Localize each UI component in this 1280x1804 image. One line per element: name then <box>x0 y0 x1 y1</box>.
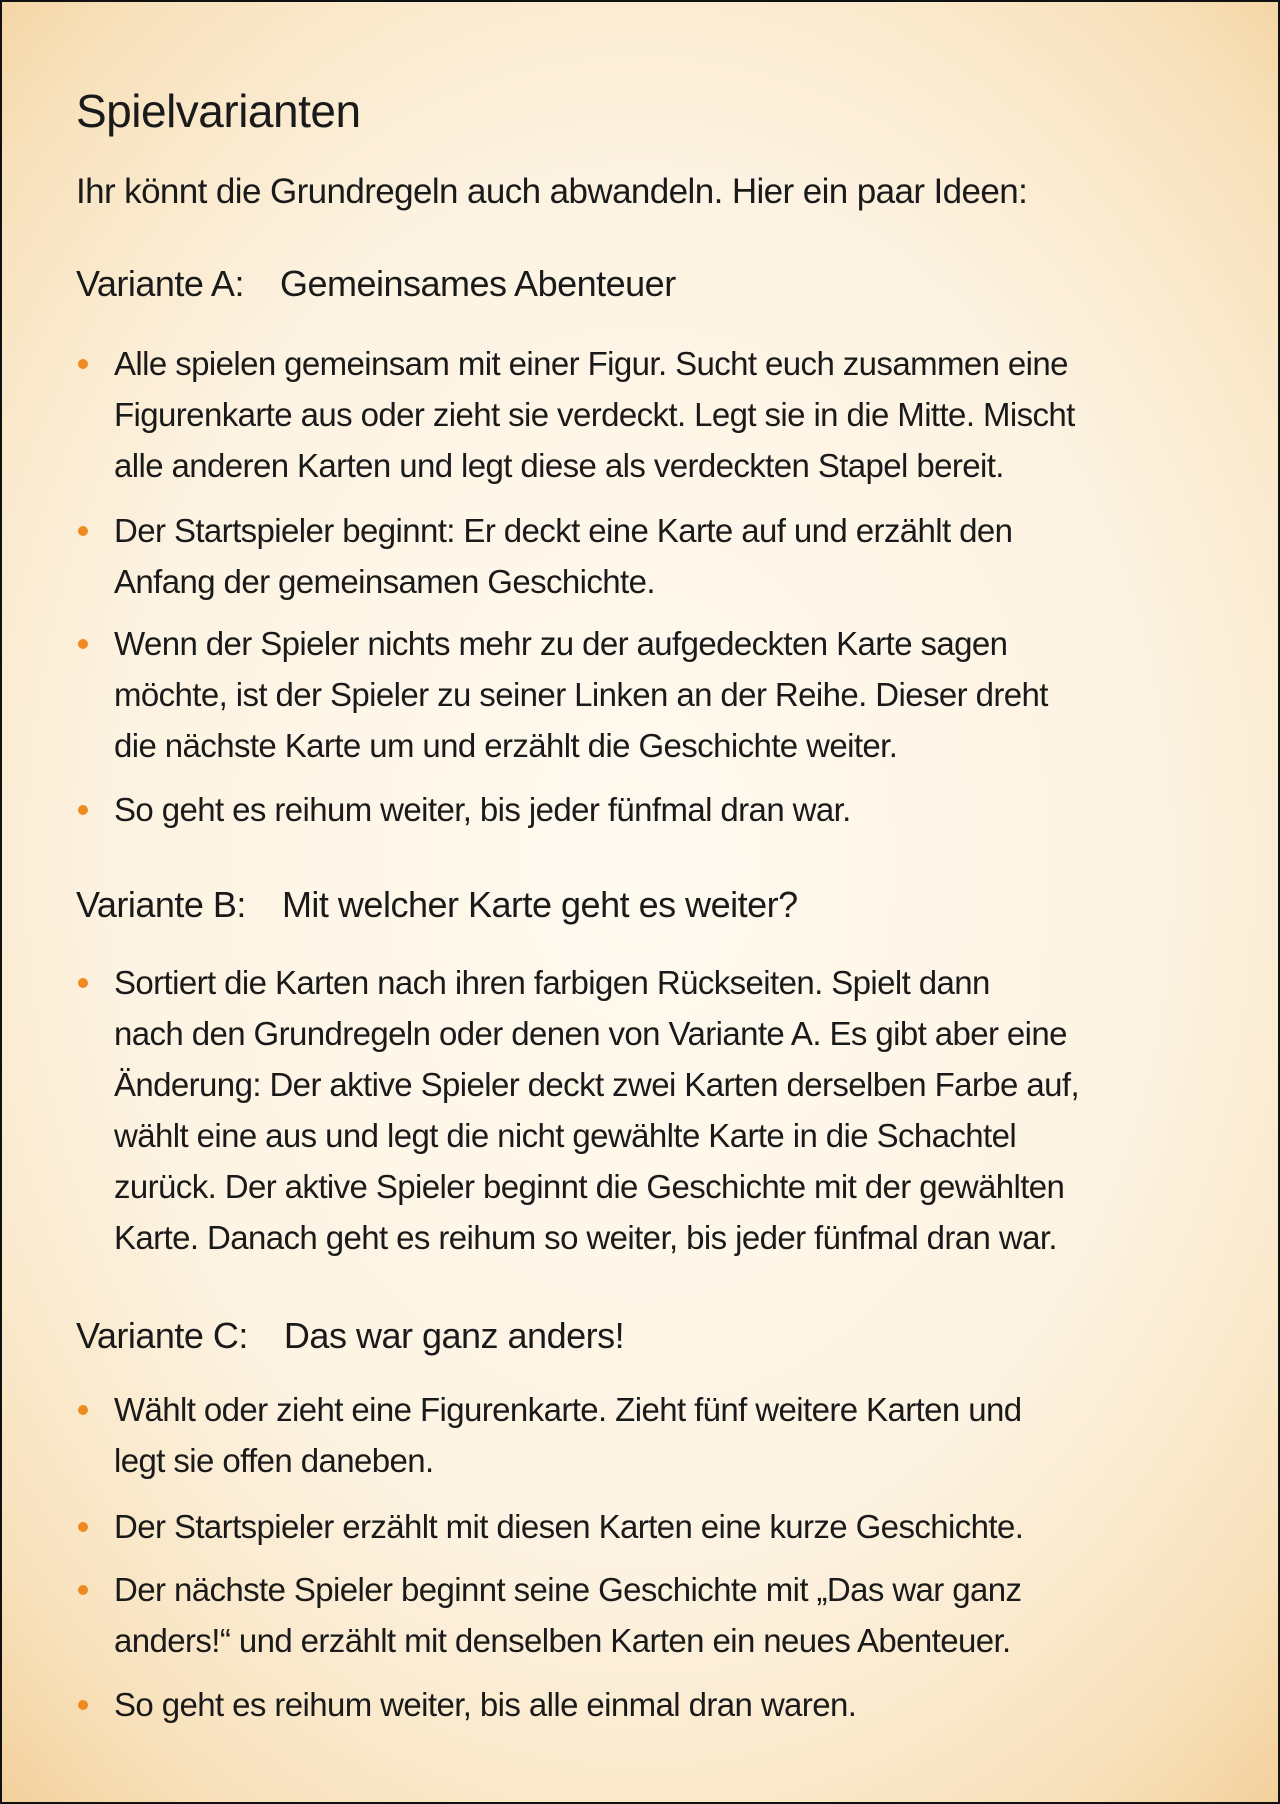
variant-c-heading <box>76 1310 624 1362</box>
variant-b-heading <box>76 879 798 931</box>
list-item <box>114 1679 856 1730</box>
list-item <box>114 1384 1022 1486</box>
text-line: legt sie offen daneben. <box>114 1442 434 1479</box>
text-line: So geht es reihum weiter, bis alle einmal dran waren. <box>114 1686 857 1723</box>
variant-a-heading <box>76 258 676 310</box>
list-item <box>114 1501 1023 1552</box>
text-line: nach den Grundregeln oder denen von Variante A. Es gibt aber eine <box>114 1015 1067 1052</box>
list-item <box>114 505 1012 607</box>
variant-name: Gemeinsames Abenteuer <box>279 263 676 304</box>
variant-label: Variante C: <box>76 1310 248 1362</box>
variant-name: Mit welcher Karte geht es weiter? <box>281 884 798 925</box>
text-line: Wählt oder zieht eine Figurenkarte. Zieht fünf weitere Karten und <box>114 1391 1022 1428</box>
bullet-icon <box>78 1700 88 1710</box>
text-line: Änderung: Der aktive Spieler deckt zwei Karten derselben Farbe auf, <box>114 1066 1080 1103</box>
text-line: möchte, ist der Spieler zu seiner Linken an der Reihe. Dieser dreht <box>114 676 1048 713</box>
text-line: Der nächste Spieler beginnt seine Geschichte mit „Das war ganz <box>114 1571 1022 1608</box>
bullet-icon <box>78 1405 88 1415</box>
list-item <box>114 784 851 835</box>
list-item <box>114 618 1048 771</box>
bullet-icon <box>78 639 88 649</box>
bullet-icon <box>78 978 88 988</box>
bullet-icon <box>78 1585 88 1595</box>
text-line: alle anderen Karten und legt diese als verdeckten Stapel bereit. <box>114 447 1004 484</box>
text-line: Karte. Danach geht es reihum so weiter, bis jeder fünfmal dran war. <box>114 1219 1057 1256</box>
intro-text: Ihr könnt die Grundregeln auch abwandeln. Hier ein paar Ideen: <box>76 172 1028 211</box>
text-line: anders!“ und erzählt mit denselben Karten ein neues Abenteuer. <box>114 1622 1011 1659</box>
text-line: Figurenkarte aus oder zieht sie verdeckt. Legt sie in die Mitte. Mischt <box>114 396 1075 433</box>
list-item <box>114 1564 1021 1666</box>
variant-name: Das war ganz anders! <box>283 1315 625 1356</box>
bullet-icon <box>78 359 88 369</box>
text-line: die nächste Karte um und erzählt die Geschichte weiter. <box>114 727 898 764</box>
text-line: Alle spielen gemeinsam mit einer Figur. Sucht euch zusammen eine <box>114 345 1068 382</box>
variant-label: Variante B: <box>76 879 246 931</box>
variant-label: Variante A: <box>76 258 244 310</box>
text-line: So geht es reihum weiter, bis jeder fünfmal dran war. <box>114 791 851 828</box>
text-line: Anfang der gemeinsamen Geschichte. <box>114 563 655 600</box>
list-item <box>114 957 1079 1263</box>
page-title: Spielvarianten <box>76 85 361 137</box>
list-item <box>114 338 1075 491</box>
bullet-icon <box>78 1522 88 1532</box>
text-line: Der Startspieler beginnt: Er deckt eine Karte auf und erzählt den <box>114 512 1013 549</box>
text-line: Der Startspieler erzählt mit diesen Karten eine kurze Geschichte. <box>114 1508 1024 1545</box>
text-line: zurück. Der aktive Spieler beginnt die Geschichte mit der gewählten <box>114 1168 1065 1205</box>
bullet-icon <box>78 526 88 536</box>
text-line: wählt eine aus und legt die nicht gewählte Karte in die Schachtel <box>114 1117 1017 1154</box>
bullet-icon <box>78 805 88 815</box>
text-line: Sortiert die Karten nach ihren farbigen Rückseiten. Spielt dann <box>114 964 990 1001</box>
text-line: Wenn der Spieler nichts mehr zu der aufgedeckten Karte sagen <box>114 625 1008 662</box>
